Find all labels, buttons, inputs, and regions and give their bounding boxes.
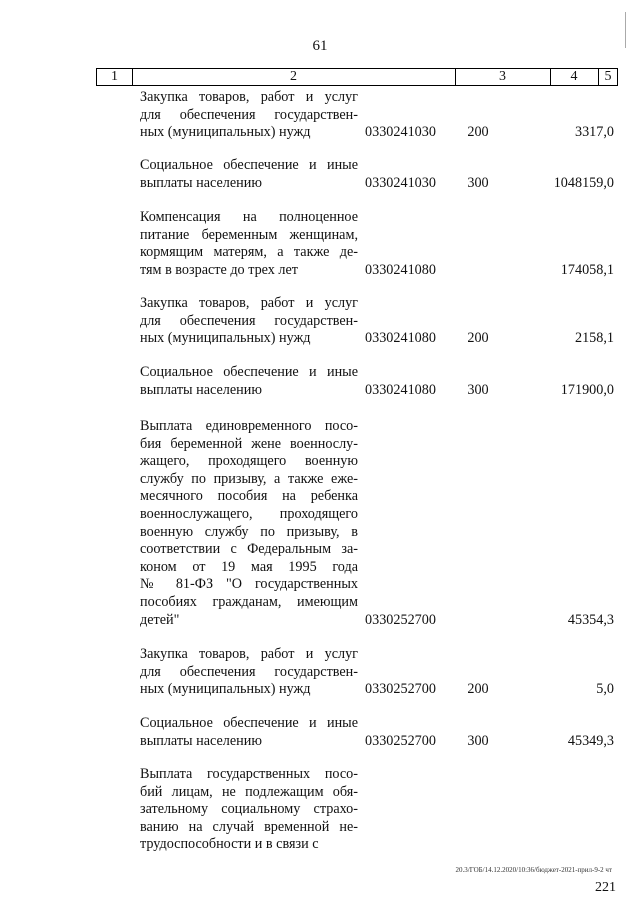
row-description: [140, 364, 358, 399]
table-header-row: [96, 68, 618, 86]
header-col-1: 1: [97, 69, 133, 85]
row-expense-kind: 300: [467, 381, 489, 398]
description-line: Выплата единовременного посо-: [140, 418, 358, 434]
row-description: [140, 157, 358, 192]
description-line: соответствии с Федеральным за-: [140, 541, 358, 558]
row-amount: 174058,1: [560, 261, 614, 278]
description-line: Компенсация на полноценное: [140, 209, 358, 225]
description-line: военную службу по призыву, в: [140, 523, 358, 540]
header-col-3: 3: [455, 69, 551, 85]
row-description: [140, 89, 358, 142]
description-line: Закупка товаров, работ и услуг: [140, 646, 358, 662]
description-line: службу по призыву, а также еже-: [140, 470, 358, 487]
description-line: трудоспособности и в связи с: [140, 836, 319, 853]
row-description: [140, 418, 358, 629]
description-line: Социальное обеспечение и иные: [140, 364, 358, 380]
row-expense-kind: 300: [467, 732, 489, 749]
description-line: Социальное обеспечение и иные: [140, 715, 358, 731]
description-line: ных (муниципальных) нужд: [140, 681, 311, 698]
description-line: пособиях гражданам, имеющим: [140, 593, 358, 610]
description-line: Выплата государственных посо-: [140, 766, 358, 782]
header-col-4: 4: [550, 69, 599, 85]
footer-page-number: 221: [595, 880, 616, 895]
description-line: ванию на случай временной не-: [140, 818, 358, 835]
row-amount: 45349,3: [567, 732, 614, 749]
description-line: ных (муниципальных) нужд: [140, 330, 311, 347]
header-col-2: 2: [132, 69, 456, 85]
description-line: Закупка товаров, работ и услуг: [140, 89, 358, 105]
description-line: для обеспечения государствен-: [140, 312, 358, 329]
description-line: тям в возрасте до трех лет: [140, 261, 298, 278]
row-amount: 5,0: [596, 681, 614, 698]
row-description: [140, 295, 358, 348]
page-number: 61: [312, 38, 328, 54]
row-code: 0330252700: [365, 681, 436, 698]
description-line: бий лицам, не подлежащим обя-: [140, 783, 358, 800]
row-expense-kind: 200: [467, 330, 489, 347]
description-line: военнослужащего, проходящего: [140, 505, 358, 522]
row-expense-kind: 200: [467, 681, 489, 698]
footer-document-reference: 20.3/ГОБ/14.12.2020/10:36/бюджет-2021-прил-9-2 чт: [455, 866, 612, 874]
row-code: 0330241030: [365, 174, 436, 191]
row-amount: 45354,3: [567, 611, 614, 628]
row-amount: 3317,0: [574, 124, 614, 141]
description-line: кормящим матерям, а также де-: [140, 244, 358, 261]
description-line: выплаты населению: [140, 381, 262, 398]
row-code: 0330252700: [365, 611, 436, 628]
row-code: 0330241030: [365, 124, 436, 141]
description-line: зательному социальному страхо-: [140, 801, 358, 818]
row-code: 0330252700: [365, 732, 436, 749]
row-description: [140, 209, 358, 279]
description-line: коном от 19 мая 1995 года: [140, 558, 358, 575]
row-code: 0330241080: [365, 261, 436, 278]
row-amount: 2158,1: [574, 330, 614, 347]
description-line: детей": [140, 611, 180, 628]
row-description: [140, 766, 358, 854]
row-amount: 1048159,0: [553, 174, 614, 191]
description-line: жащего, проходящего военную: [140, 453, 358, 470]
row-amount: 171900,0: [560, 381, 614, 398]
description-line: Социальное обеспечение и иные: [140, 157, 358, 173]
description-line: выплаты населению: [140, 174, 262, 191]
description-line: для обеспечения государствен-: [140, 106, 358, 123]
description-line: выплаты населению: [140, 732, 262, 749]
header-col-5: 5: [604, 69, 612, 84]
description-line: месячного пособия на ребенка: [140, 488, 358, 505]
description-line: для обеспечения государствен-: [140, 663, 358, 680]
row-expense-kind: 200: [467, 124, 489, 141]
description-line: питание беременным женщинам,: [140, 226, 358, 243]
description-line: бия беременной жене военнослу-: [140, 435, 358, 452]
description-line: Закупка товаров, работ и услуг: [140, 295, 358, 311]
row-description: [140, 646, 358, 699]
row-code: 0330241080: [365, 330, 436, 347]
row-code: 0330241080: [365, 381, 436, 398]
description-line: № 81-ФЗ "О государственных: [140, 576, 358, 593]
description-line: ных (муниципальных) нужд: [140, 124, 311, 141]
row-expense-kind: 300: [467, 174, 489, 191]
row-description: [140, 715, 358, 750]
